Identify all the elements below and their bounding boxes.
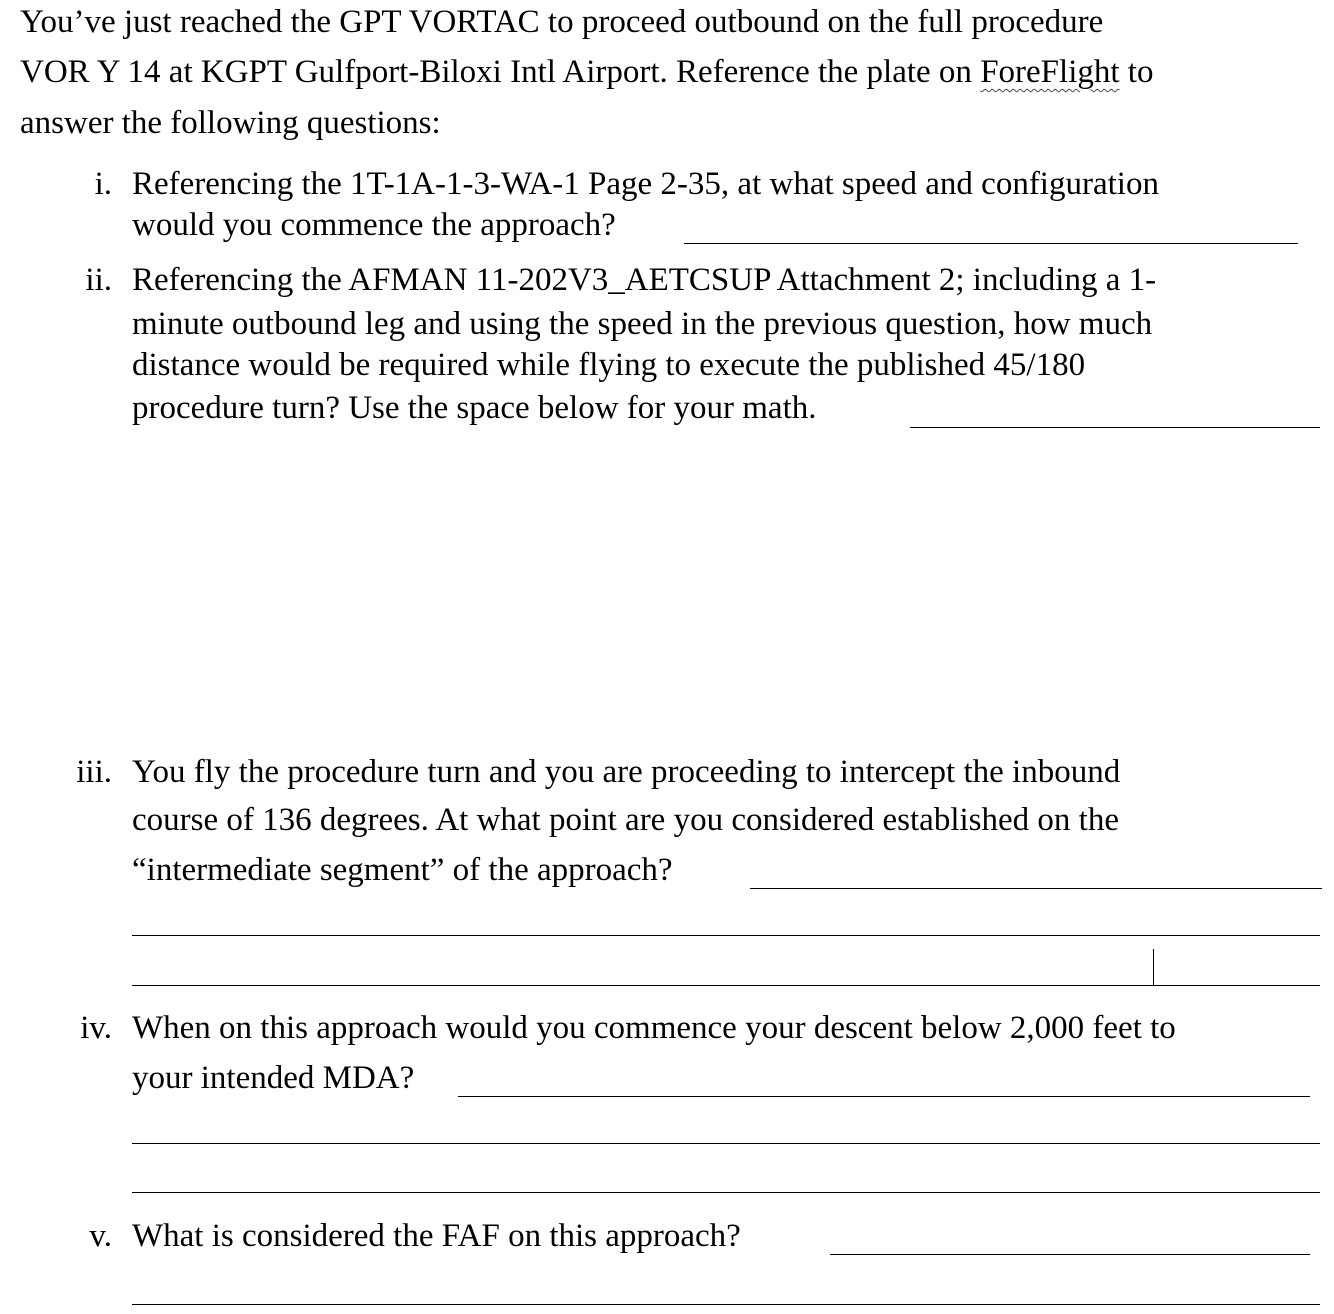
question-ii-line-2: minute outbound leg and using the speed in the previous question, how much [132, 306, 1153, 342]
question-iii-line-2: course of 136 degrees. At what point are you considered established on the [132, 802, 1119, 838]
question-ii-line-3: distance would be required while flying to execute the published 45/180 [132, 347, 1086, 383]
question-i-line-2: would you commence the approach? [132, 207, 616, 243]
answer-line-iii-2[interactable] [132, 935, 1320, 936]
answer-line-ii[interactable] [910, 427, 1320, 428]
question-ii-numeral: ii. [85, 262, 112, 298]
foreflight-word: ForeFlight [980, 54, 1120, 90]
intro-line-2-end: to [1119, 54, 1154, 90]
answer-line-v-2[interactable] [132, 1304, 1320, 1305]
answer-line-v-1[interactable] [830, 1254, 1310, 1255]
answer-line-iv-2[interactable] [132, 1143, 1320, 1144]
intro-line-2 [20, 52, 1153, 92]
question-iii-numeral: iii. [76, 754, 112, 790]
answer-line-iii-1[interactable] [750, 888, 1322, 889]
answer-line-iv-3[interactable] [132, 1192, 1320, 1193]
question-iii-line-1: You fly the procedure turn and you are proceeding to intercept the inbound [132, 754, 1121, 790]
answer-line-iii-3[interactable] [132, 985, 1320, 986]
answer-line-iv-1[interactable] [458, 1096, 1310, 1097]
intro-line-1: You’ve just reached the GPT VORTAC to proceed outbound on the full procedure [20, 4, 1104, 40]
question-ii-line-4: procedure turn? Use the space below for your math. [132, 390, 817, 426]
question-iv-numeral: iv. [80, 1010, 112, 1046]
question-v-numeral: v. [89, 1218, 112, 1254]
question-iii-line-3: “intermediate segment” of the approach? [132, 852, 673, 888]
intro-line-3: answer the following questions: [20, 105, 441, 141]
question-i-numeral: i. [94, 166, 112, 202]
question-ii-line-1: Referencing the AFMAN 11-202V3_AETCSUP Attachment 2; including a 1- [132, 262, 1157, 298]
answer-line-i[interactable] [684, 243, 1298, 244]
intro-line-2-text: VOR Y 14 at KGPT Gulfport-Biloxi Intl Airport. Reference the plate on [20, 54, 981, 90]
text-cursor [1153, 949, 1154, 985]
question-iv-line-2: your intended MDA? [132, 1060, 415, 1096]
question-iv-line-1: When on this approach would you commence your descent below 2,000 feet to [132, 1010, 1176, 1046]
question-v-line-1: What is considered the FAF on this approach? [132, 1218, 741, 1254]
question-i-line-1: Referencing the 1T-1A-1-3-WA-1 Page 2-35, at what speed and configuration [132, 166, 1159, 202]
